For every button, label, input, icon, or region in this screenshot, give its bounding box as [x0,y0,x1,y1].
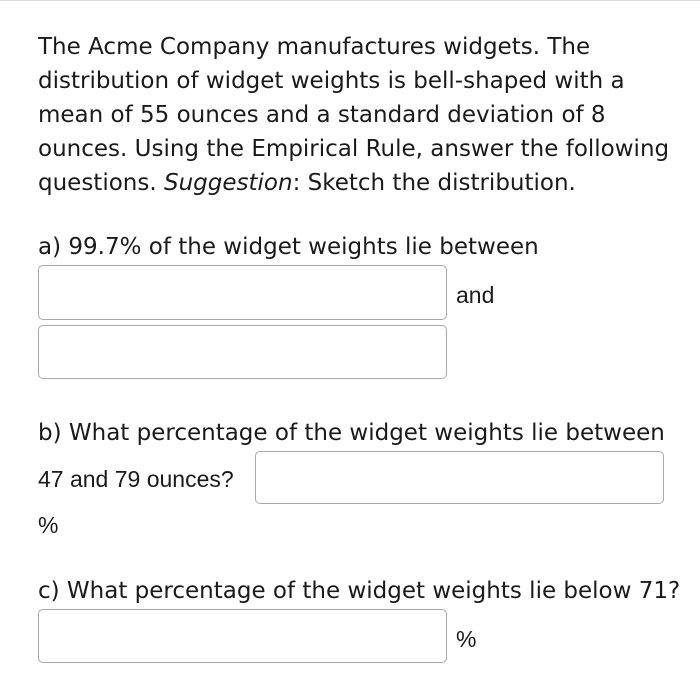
part-b-percent-unit: % [38,512,59,538]
part-a-lower-bound-input[interactable] [38,265,447,320]
part-a-prompt: a) 99.7% of the widget weights lie between [38,234,539,260]
part-c-prompt: c) What percentage of the widget weights lie below 71? [38,578,681,604]
part-a-upper-bound-input[interactable] [38,325,447,379]
part-b-prompt-line2: 47 and 79 ounces? [38,466,234,492]
part-c-percent-unit: % [456,626,477,652]
part-a-and-label: and [456,282,495,308]
part-b-percentage-input[interactable] [255,451,664,504]
suggestion-text: : Sketch the distribution. [292,170,576,196]
top-divider [0,0,700,1]
problem-statement [38,30,683,200]
part-c-percentage-input[interactable] [38,609,447,663]
part-b-prompt: b) What percentage of the widget weights lie between [38,420,665,446]
problem-text: The Acme Company manufactures widgets. The distribution of widget weights is bell-shaped with a mean of 55 ounces and a standard deviation of 8 ounces. Using the Empirical Rule, answer the following questions. [38,34,670,196]
suggestion-label: Suggestion [163,170,293,196]
